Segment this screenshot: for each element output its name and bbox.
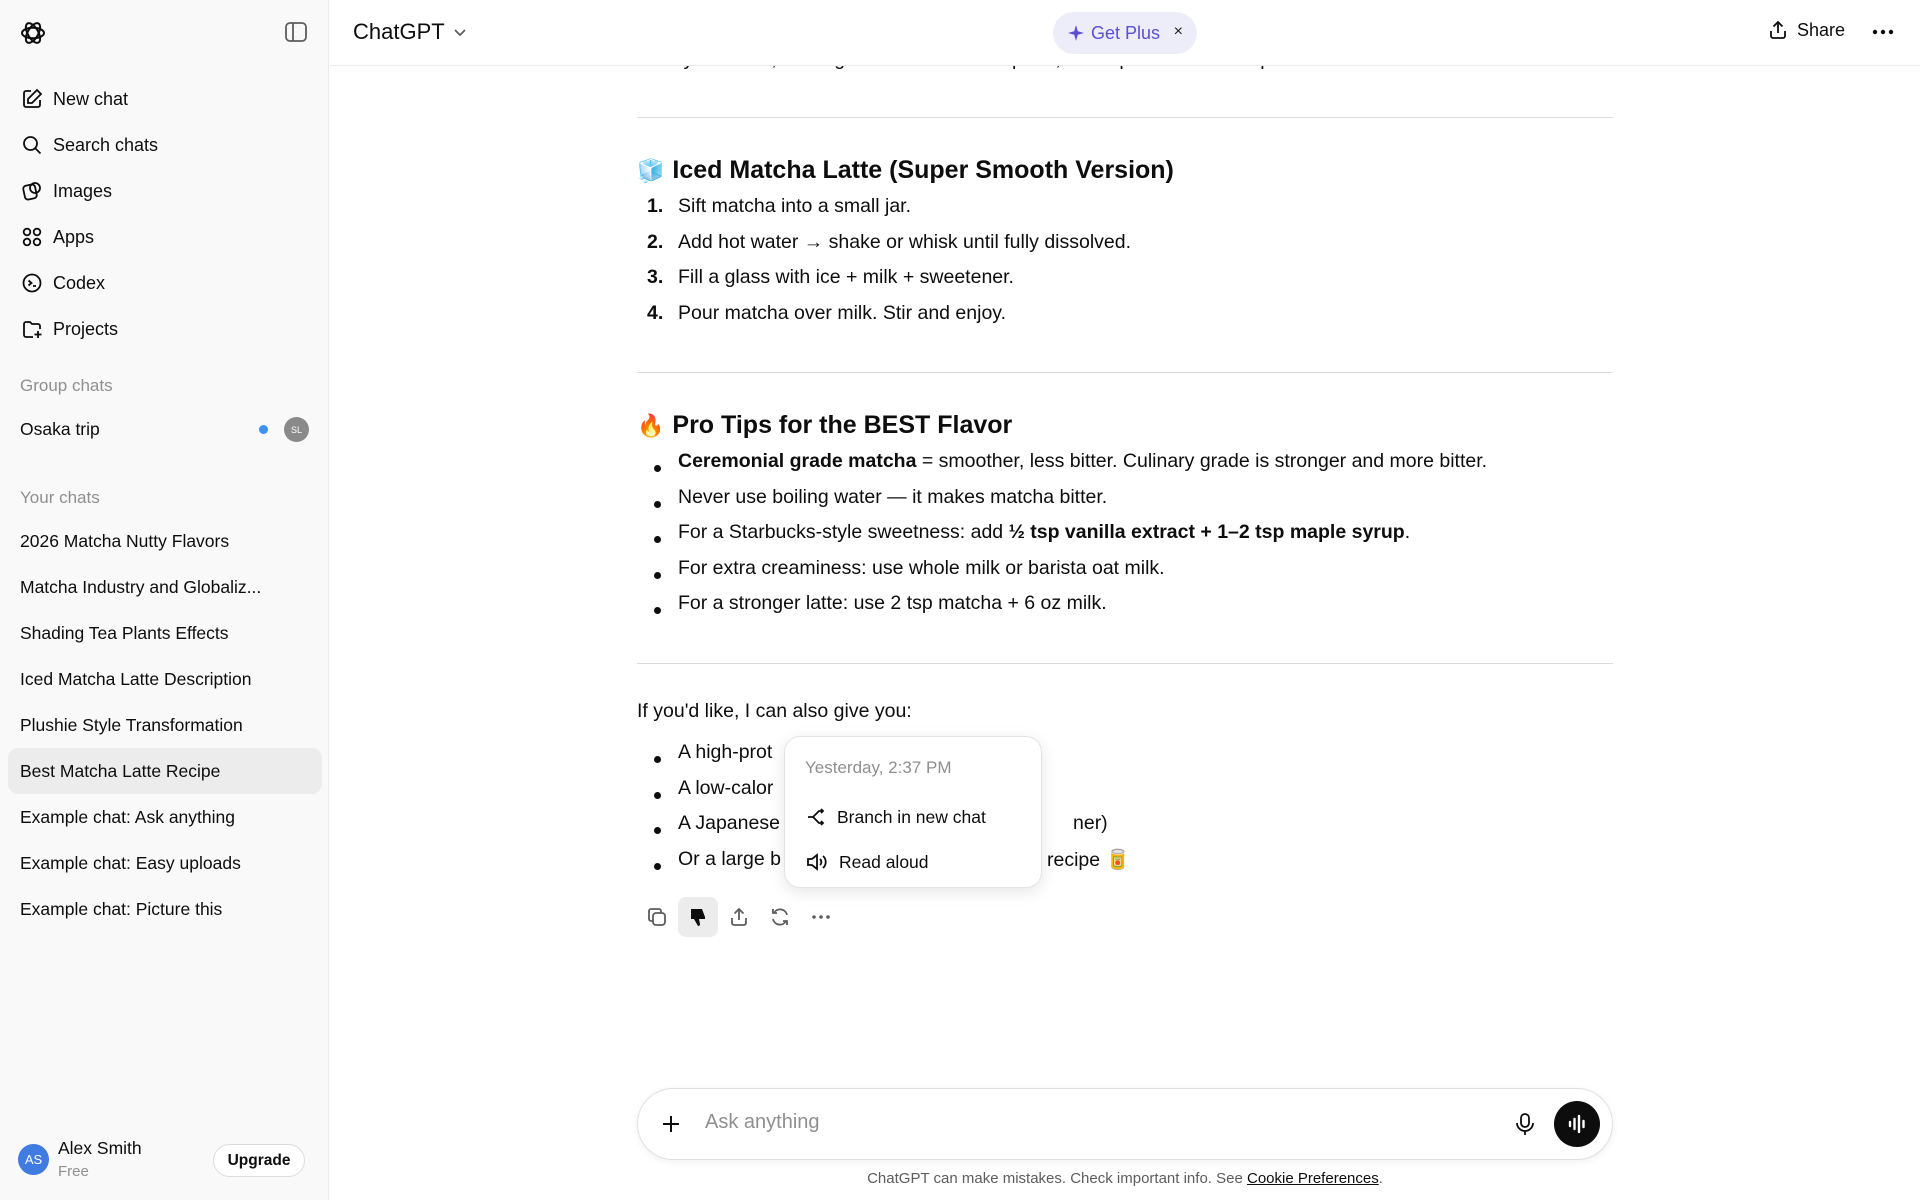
get-plus-button[interactable] <box>1053 12 1197 54</box>
thumbs-down-icon <box>687 906 709 928</box>
bold-text: Ceremonial grade matcha <box>678 450 917 472</box>
group-chat-label: Osaka trip <box>20 418 100 439</box>
bold-text: ½ tsp vanilla extract + 1–2 tsp maple syrup <box>1008 521 1405 543</box>
nav-label: Images <box>53 180 113 201</box>
codex-icon <box>20 271 44 295</box>
pro-tips-list <box>637 450 1613 628</box>
sidebar <box>0 0 329 1200</box>
step-text: Sift matcha into a small jar. <box>678 195 912 217</box>
step-text: Fill a glass with ice + milk + sweetener. <box>678 266 1014 288</box>
header <box>330 0 1920 66</box>
tip-text: = smoother, less bitter. Culinary grade is stronger and more bitter. <box>916 450 1488 472</box>
message-options-menu <box>784 736 1042 888</box>
tip-text: For extra creaminess: use whole milk or barista oat milk. <box>678 556 1165 579</box>
nav-label: Apps <box>53 226 95 247</box>
upgrade-button[interactable]: Upgrade <box>213 1144 305 1177</box>
group-chat-osaka-trip[interactable] <box>8 406 322 452</box>
chat-item[interactable]: Matcha Industry and Globaliz... <box>20 576 262 597</box>
openai-logo-icon[interactable] <box>19 19 47 47</box>
chat-list <box>8 518 322 932</box>
nav-label: Search chats <box>53 134 159 155</box>
menu-item-branch[interactable] <box>805 802 986 832</box>
footer-disclaimer <box>0 1170 1920 1187</box>
user-name: Alex Smith <box>58 1138 142 1158</box>
fire-icon: 🔥 <box>637 412 665 438</box>
close-icon[interactable]: × <box>1173 23 1183 40</box>
tip-text: For a stronger latte: use 2 tsp matcha + 6 oz milk. <box>678 592 1107 614</box>
menu-item-label: Branch in new chat <box>837 806 986 827</box>
nav-label: New chat <box>53 88 129 109</box>
outro-text: Or a large b <box>678 847 781 870</box>
disclaimer-end: . <box>1378 1170 1383 1187</box>
sparkle-icon <box>1067 24 1085 42</box>
outro-text <box>1047 848 1130 872</box>
voice-mode-button[interactable] <box>1554 1101 1600 1147</box>
images-icon <box>20 179 44 203</box>
menu-item-read-aloud[interactable] <box>805 847 929 877</box>
outro-intro: If you'd like, I can also give you: <box>637 700 912 722</box>
nav-label: Codex <box>53 272 106 293</box>
folder-icon <box>20 317 44 341</box>
more-actions-button[interactable] <box>801 897 841 937</box>
divider <box>637 117 1613 118</box>
apps-icon <box>20 225 44 249</box>
tip-text: For a Starbucks-style sweetness: add <box>678 521 1009 543</box>
iced-latte-heading <box>637 156 1174 185</box>
divider <box>637 372 1613 373</box>
nav-apps[interactable] <box>8 214 322 260</box>
refresh-icon <box>769 906 791 928</box>
outro-text: ner) <box>1073 812 1108 834</box>
chevron-down-icon <box>453 25 467 39</box>
upload-icon <box>728 906 750 928</box>
message-timestamp: Yesterday, 2:37 PM <box>805 758 952 777</box>
outro-text: A Japanese <box>678 812 780 834</box>
step-text: Add hot water → shake or whisk until fully dissolved. <box>678 230 1132 253</box>
model-name: ChatGPT <box>353 19 445 44</box>
search-icon <box>20 133 44 157</box>
message-input[interactable]: Ask anything <box>705 1111 820 1133</box>
pro-tips-heading <box>637 411 1012 440</box>
copy-icon <box>646 906 668 928</box>
nav-codex[interactable] <box>8 260 322 306</box>
share-icon <box>1767 19 1789 41</box>
step-number: 3. <box>647 266 664 288</box>
menu-item-label: Read aloud <box>839 851 929 872</box>
cookie-preferences-link[interactable]: Cookie Preferences <box>1246 1170 1379 1187</box>
outro-text-end: recipe <box>1047 848 1101 871</box>
sidebar-nav <box>8 76 322 352</box>
unread-dot-icon <box>259 425 268 434</box>
list-item <box>637 231 1613 267</box>
model-selector[interactable] <box>353 19 467 45</box>
outro-text: A high-prot <box>678 741 773 763</box>
member-avatar: SL <box>284 417 309 442</box>
step-number: 1. <box>647 195 664 217</box>
composer <box>637 1088 1613 1160</box>
chat-item[interactable]: Example chat: Picture this <box>20 898 223 919</box>
waveform-icon <box>1566 1113 1588 1135</box>
thumbs-down-button[interactable] <box>678 897 718 937</box>
nav-new-chat[interactable] <box>8 76 322 122</box>
ellipsis-icon <box>810 906 832 928</box>
regenerate-button[interactable] <box>760 897 800 937</box>
iced-latte-steps <box>637 195 1613 337</box>
step-number: 2. <box>647 230 664 253</box>
list-item <box>637 195 1613 231</box>
tip-text: Never use boiling water — it makes matcha bitter. <box>678 485 1108 508</box>
more-options-icon[interactable] <box>1870 22 1896 42</box>
branch-icon <box>805 806 827 828</box>
chat-item-active[interactable]: Best Matcha Latte Recipe <box>8 748 322 794</box>
list-item <box>637 592 1613 628</box>
outro-text: A low-calor <box>678 776 774 799</box>
nav-search-chats[interactable] <box>8 122 322 168</box>
nav-projects[interactable] <box>8 306 322 352</box>
list-item <box>637 486 1613 522</box>
list-item <box>637 302 1613 338</box>
message-actions <box>637 897 842 937</box>
heading-text: Iced Matcha Latte (Super Smooth Version) <box>672 156 1174 184</box>
disclaimer-text: ChatGPT can make mistakes. Check important info. See <box>867 1170 1247 1187</box>
share-button[interactable] <box>1767 19 1845 41</box>
microphone-icon[interactable] <box>1512 1111 1538 1137</box>
copy-button[interactable] <box>637 897 677 937</box>
user-plan: Free <box>58 1163 89 1180</box>
divider <box>637 663 1613 664</box>
get-plus-label: Get Plus <box>1091 22 1161 43</box>
list-item <box>637 266 1613 302</box>
chat-item[interactable]: Shading Tea Plants Effects <box>20 622 229 643</box>
tip-text: . <box>1404 521 1411 543</box>
chat-item[interactable]: 2026 Matcha Nutty Flavors <box>20 530 230 551</box>
list-item <box>637 557 1613 593</box>
chat-item[interactable]: Example chat: Ask anything <box>20 806 235 827</box>
step-text: Pour matcha over milk. Stir and enjoy. <box>678 301 1007 324</box>
nav-images[interactable] <box>8 168 322 214</box>
step-number: 4. <box>647 301 664 324</box>
can-icon: 🥫 <box>1105 848 1130 871</box>
heading-text: Pro Tips for the BEST Flavor <box>672 411 1013 439</box>
chat-item[interactable]: Example chat: Easy uploads <box>20 852 241 873</box>
chat-item[interactable]: Plushie Style Transformation <box>20 714 243 735</box>
nav-label: Projects <box>53 318 119 339</box>
sidebar-toggle-icon[interactable] <box>284 21 310 45</box>
share-label: Share <box>1797 19 1846 40</box>
plus-icon[interactable] <box>658 1111 684 1137</box>
group-chats-title: Group chats <box>20 376 113 395</box>
list-item <box>637 450 1613 486</box>
ice-cube-icon: 🧊 <box>637 157 665 183</box>
speaker-icon <box>805 851 829 873</box>
list-item <box>637 521 1613 557</box>
chat-item[interactable]: Iced Matcha Latte Description <box>20 668 252 689</box>
avatar: AS <box>18 1144 49 1175</box>
your-chats-title: Your chats <box>20 488 100 507</box>
share-message-button[interactable] <box>719 897 759 937</box>
edit-icon <box>20 87 44 111</box>
